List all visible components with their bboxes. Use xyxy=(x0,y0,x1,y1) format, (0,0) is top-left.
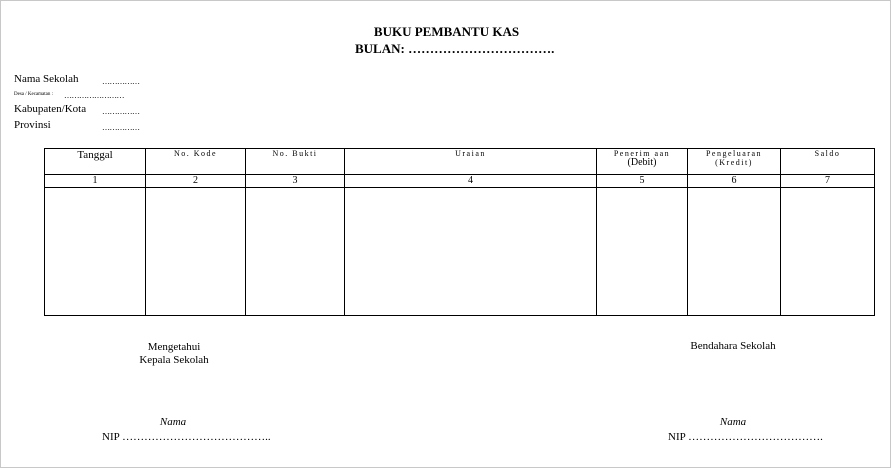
header-proof: No. Bukti xyxy=(246,149,345,175)
month-value: ……………………………. xyxy=(408,41,555,56)
table-body-row xyxy=(45,188,875,316)
header-balance: Saldo xyxy=(781,149,875,175)
month-row xyxy=(355,41,554,57)
village-value: …………………… xyxy=(64,91,124,100)
column-number: 5 xyxy=(597,175,688,188)
column-number: 7 xyxy=(781,175,875,188)
right-sign-nip: NIP ………………………………. xyxy=(668,431,823,443)
table-cell xyxy=(688,188,781,316)
province-label: Provinsi xyxy=(14,119,51,131)
regency-value: …………… xyxy=(102,107,140,116)
column-number: 2 xyxy=(146,175,246,188)
column-number: 4 xyxy=(345,175,597,188)
table-cell xyxy=(345,188,597,316)
document-title: BUKU PEMBANTU KAS xyxy=(373,24,520,39)
column-number: 1 xyxy=(45,175,146,188)
school-name-value: …………… xyxy=(102,77,140,86)
column-number: 6 xyxy=(688,175,781,188)
table-cell xyxy=(597,188,688,316)
village-label: Desa / Kecamatan : xyxy=(14,92,54,97)
right-sign-title: Bendahara Sekolah xyxy=(690,340,776,352)
header-code: No. Kode xyxy=(146,149,246,175)
table-cell xyxy=(246,188,345,316)
regency-label: Kabupaten/Kota xyxy=(14,103,87,115)
table-header-row xyxy=(45,149,875,175)
left-sign-nip: NIP ………………………………….. xyxy=(102,431,271,443)
left-sign-title-1: Mengetahui xyxy=(147,341,201,353)
ledger-table xyxy=(44,148,875,316)
left-sign-name: Nama xyxy=(159,416,187,428)
table-cell xyxy=(45,188,146,316)
right-sign-name: Nama xyxy=(719,416,747,428)
left-sign-title-2: Kepala Sekolah xyxy=(139,354,209,366)
month-label: BULAN: xyxy=(355,41,405,56)
column-number: 3 xyxy=(246,175,345,188)
table-cell xyxy=(781,188,875,316)
table-cell xyxy=(146,188,246,316)
province-value: …………… xyxy=(102,123,140,132)
header-expense: Pengeluaran (Kredit) xyxy=(688,149,781,175)
header-receipt: Penerim aan (Debit) xyxy=(597,149,688,175)
header-date: Tanggal xyxy=(45,149,146,175)
school-name-label: Nama Sekolah xyxy=(14,73,79,85)
header-description: Uraian xyxy=(345,149,597,175)
table-number-row xyxy=(45,175,875,188)
